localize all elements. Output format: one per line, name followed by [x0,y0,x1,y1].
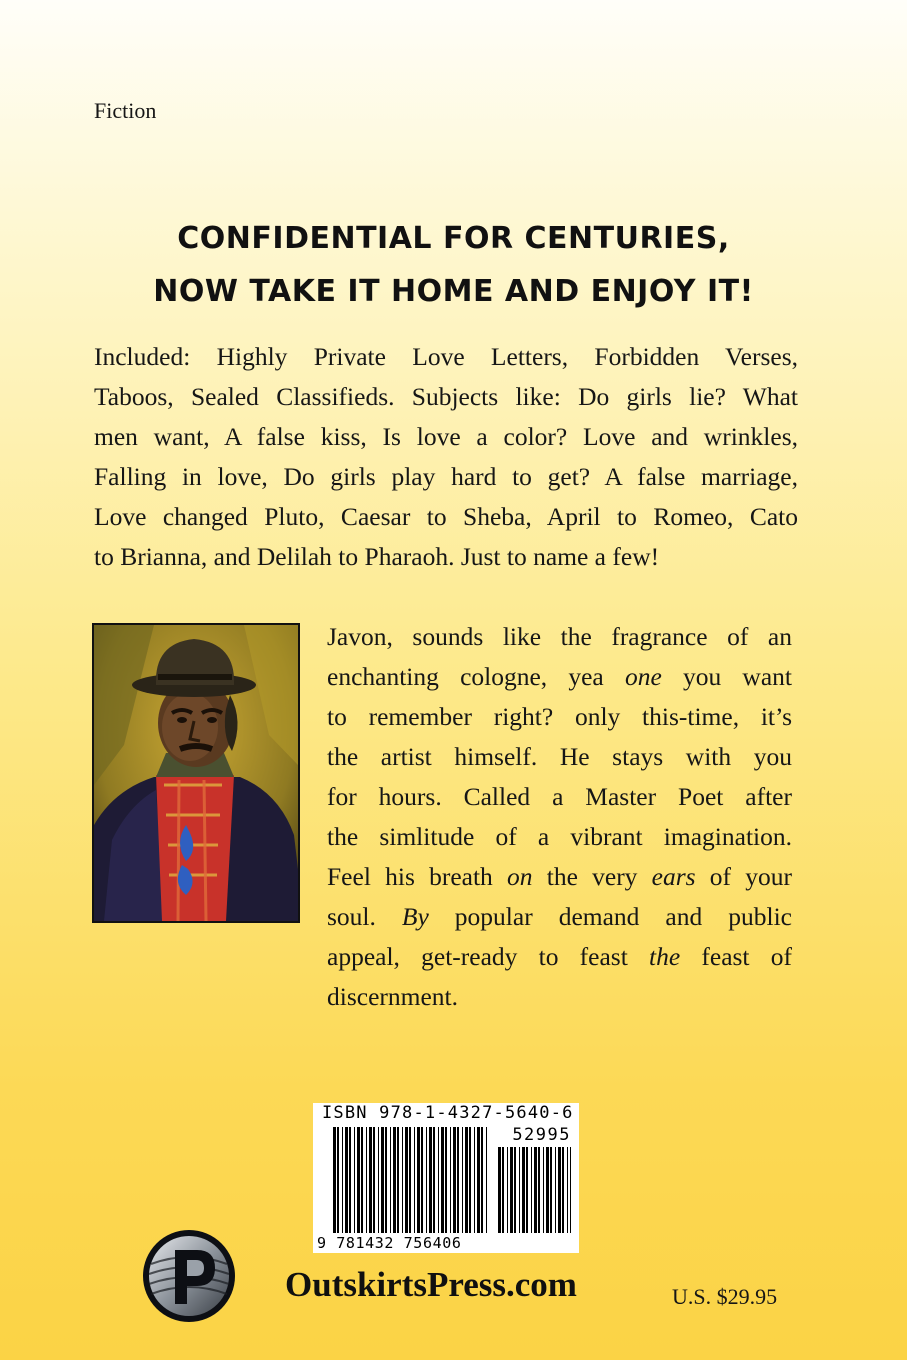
bio-text: soul. [327,902,402,931]
bio-text: appeal, get-ready to feast [327,942,650,971]
intro-paragraph [94,337,798,577]
intro-line: Included: Highly Private Love Letters, Forbidden Verses, [94,342,798,371]
bio-line: the simlitude of a vibrant imagination. [327,822,792,851]
intro-line: Taboos, Sealed Classifieds. Subjects like: Do girls lie? What [94,382,798,411]
barcode-price-code: 52995 [512,1125,571,1145]
isbn-number: ISBN 978-1-4327-5640-6 [322,1103,574,1123]
headline-line-2: NOW TAKE IT HOME AND ENJOY IT! [153,274,754,309]
intro-line: men want, A false kiss, Is love a color? Love and wrinkles, [94,422,798,451]
headline-line-1: CONFIDENTIAL FOR CENTURIES, [177,221,730,256]
intro-line: Falling in love, Do girls play hard to get? A false marriage, [94,462,798,491]
publisher-website: OutskirtsPress.com [285,1265,577,1304]
bio-line: for hours. Called a Master Poet after [327,782,792,811]
bio-line: Javon, sounds like the fragrance of an [327,622,792,651]
bio-text: of your [695,862,792,891]
author-portrait-painting [94,625,298,921]
genre-label: Fiction [94,98,157,123]
bio-text: Feel his breath [327,862,508,891]
intro-line: Love changed Pluto, Caesar to Sheba, April to Romeo, Cato [94,502,798,531]
bio-line: to remember right? only this-time, it’s [327,702,792,731]
author-bio [327,617,792,1017]
intro-line: to Brianna, and Delilah to Pharaoh. Just to name a few! [94,542,660,571]
bio-italic-text: ears [651,862,696,891]
bio-italic-text: the [649,942,681,971]
bio-line: the artist himself. He stays with you [327,742,792,771]
bio-italic-text: By [401,902,429,931]
isbn-barcode [313,1103,579,1253]
bio-line [327,857,792,897]
bio-line [327,897,792,937]
bio-italic-text: one [624,662,662,691]
bio-line: discernment. [327,982,458,1011]
outskirts-press-logo-icon [141,1228,237,1324]
bio-text: the very [532,862,652,891]
logo-mark [141,1228,237,1324]
bio-text: feast of [680,942,792,971]
bio-text: popular demand and public [428,902,792,931]
bio-text: you want [661,662,792,691]
ean-digits: 9 781432 756406 [317,1234,462,1252]
bio-line [327,937,792,977]
book-price: U.S. $29.95 [672,1284,778,1309]
bio-text: enchanting cologne, yea [327,662,625,691]
author-portrait [92,623,300,923]
headline [0,212,907,318]
bio-italic-text: on [507,862,533,891]
bio-line [327,657,792,697]
